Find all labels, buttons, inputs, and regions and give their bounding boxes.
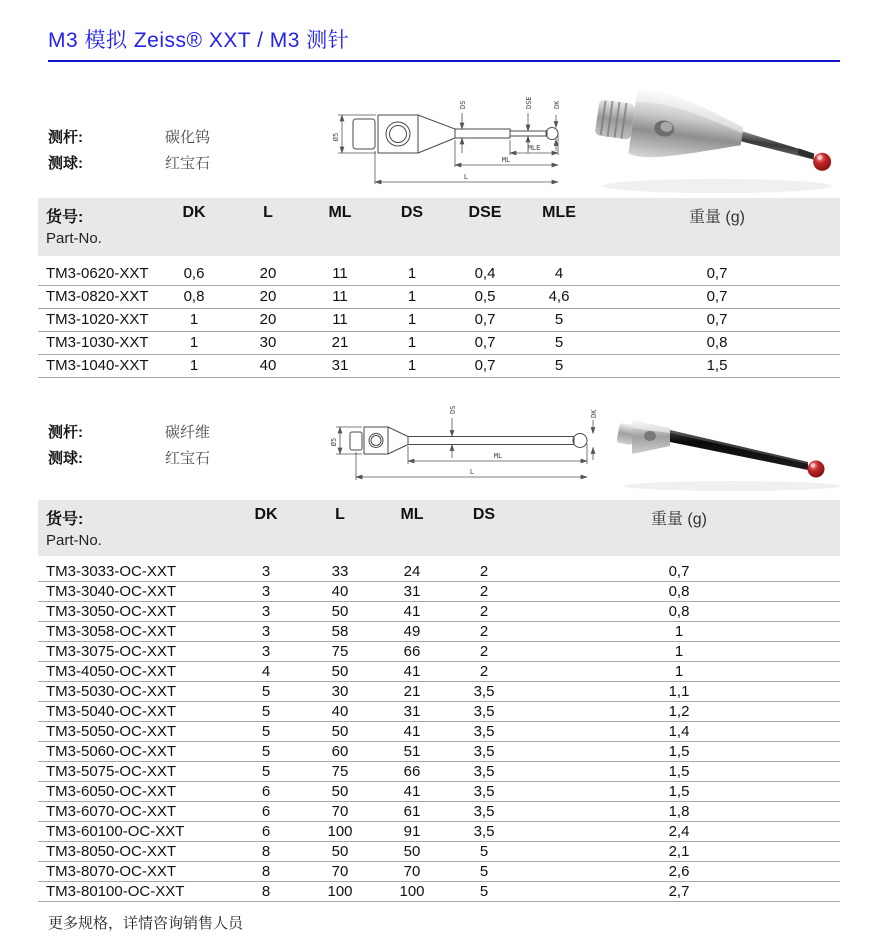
value-cell: 75 bbox=[331, 643, 349, 660]
stylus1-technical-drawing bbox=[300, 85, 562, 200]
value-cell: 0,8 bbox=[183, 288, 205, 305]
value-cell: 30 bbox=[331, 683, 349, 700]
part-number-cell: TM3-3033-OC-XXT bbox=[46, 563, 177, 580]
table-row bbox=[38, 682, 840, 702]
value-cell: 1,5 bbox=[706, 357, 728, 374]
stylus2-photo bbox=[612, 402, 860, 503]
dim-label-l: L bbox=[463, 173, 469, 181]
value-cell: 5 bbox=[479, 843, 489, 860]
value-cell: 8 bbox=[261, 863, 271, 880]
value-cell: 21 bbox=[403, 683, 421, 700]
value-cell: 49 bbox=[403, 623, 421, 640]
value-cell: 40 bbox=[331, 703, 349, 720]
value-cell: 2 bbox=[479, 643, 489, 660]
value-cell: 41 bbox=[403, 663, 421, 680]
table-row bbox=[38, 702, 840, 722]
value-cell: 1 bbox=[407, 334, 417, 351]
table2-body bbox=[38, 562, 840, 902]
value-cell: 1,5 bbox=[668, 783, 690, 800]
value-cell: 3,5 bbox=[473, 763, 495, 780]
title-underline bbox=[48, 60, 840, 62]
col-header-ml: ML bbox=[400, 506, 424, 523]
stylus2-technical-drawing bbox=[312, 398, 600, 503]
value-cell: 2 bbox=[479, 623, 489, 640]
value-cell: 51 bbox=[403, 743, 421, 760]
part-number-cell: TM3-80100-OC-XXT bbox=[46, 883, 185, 900]
value-cell: 31 bbox=[403, 703, 421, 720]
col-header-ds: DS bbox=[472, 506, 496, 523]
spec-ball-value: 红宝石 bbox=[165, 155, 211, 172]
spec-ball-label: 测球: bbox=[48, 155, 83, 172]
value-cell: 5 bbox=[479, 883, 489, 900]
ruby-ball bbox=[812, 152, 832, 172]
part-no-label: 货号: bbox=[46, 511, 84, 528]
part-number-cell: TM3-5040-OC-XXT bbox=[46, 703, 177, 720]
part-number-cell: TM3-3050-OC-XXT bbox=[46, 603, 177, 620]
value-cell: 5 bbox=[554, 357, 564, 374]
value-cell: 40 bbox=[259, 357, 277, 374]
value-cell: 1,8 bbox=[668, 803, 690, 820]
shadow bbox=[624, 481, 840, 491]
part-number-cell: TM3-5060-OC-XXT bbox=[46, 743, 177, 760]
value-cell: 58 bbox=[331, 623, 349, 640]
part-no-header bbox=[38, 506, 228, 549]
spec-shaft-value: 碳化钨 bbox=[165, 129, 211, 146]
value-cell: 100 bbox=[327, 823, 353, 840]
value-cell: 1 bbox=[674, 643, 684, 660]
part-number-cell: TM3-1030-XXT bbox=[46, 334, 149, 351]
value-cell: 70 bbox=[331, 803, 349, 820]
value-cell: 3,5 bbox=[473, 803, 495, 820]
section1-specs bbox=[48, 125, 210, 177]
value-cell: 33 bbox=[331, 563, 349, 580]
value-cell: 2 bbox=[479, 663, 489, 680]
part-number-cell: TM3-8070-OC-XXT bbox=[46, 863, 177, 880]
value-cell: 41 bbox=[403, 723, 421, 740]
col-header-dse: DSE bbox=[468, 204, 502, 221]
ruby-ball bbox=[808, 461, 825, 478]
part-number-cell: TM3-6070-OC-XXT bbox=[46, 803, 177, 820]
value-cell: 3 bbox=[261, 643, 271, 660]
ball-outline bbox=[546, 128, 558, 140]
value-cell: 3,5 bbox=[473, 783, 495, 800]
table-row bbox=[38, 822, 840, 842]
value-cell: 1 bbox=[407, 357, 417, 374]
value-cell: 1,5 bbox=[668, 763, 690, 780]
part-number-cell: TM3-6050-OC-XXT bbox=[46, 783, 177, 800]
value-cell: 6 bbox=[261, 783, 271, 800]
part-no-header bbox=[38, 204, 156, 247]
value-cell: 0,7 bbox=[706, 288, 728, 305]
value-cell: 0,7 bbox=[474, 311, 496, 328]
section2-specs bbox=[48, 420, 210, 472]
col-header-dk: DK bbox=[254, 506, 278, 523]
value-cell: 100 bbox=[399, 883, 425, 900]
value-cell: 8 bbox=[261, 883, 271, 900]
table-row bbox=[38, 582, 840, 602]
value-cell: 1 bbox=[674, 663, 684, 680]
footer-note: 更多规格，详情咨询销售人员 bbox=[48, 915, 244, 932]
spec-shaft bbox=[48, 125, 210, 151]
value-cell: 3,5 bbox=[473, 823, 495, 840]
table1-body bbox=[38, 263, 840, 378]
col-header-weight: 重量 (g) bbox=[688, 209, 745, 226]
col-header-dk: DK bbox=[182, 204, 206, 221]
value-cell: 8 bbox=[261, 843, 271, 860]
part-number-cell: TM3-1040-XXT bbox=[46, 357, 149, 374]
value-cell: 1 bbox=[674, 623, 684, 640]
value-cell: 50 bbox=[403, 843, 421, 860]
value-cell: 20 bbox=[259, 288, 277, 305]
value-cell: 1 bbox=[189, 311, 199, 328]
value-cell: 1 bbox=[407, 265, 417, 282]
value-cell: 66 bbox=[403, 643, 421, 660]
spec-shaft-label: 测杆: bbox=[48, 424, 83, 441]
value-cell: 0,7 bbox=[706, 311, 728, 328]
value-cell: 2 bbox=[479, 563, 489, 580]
value-cell: 6 bbox=[261, 823, 271, 840]
value-cell: 0,6 bbox=[183, 265, 205, 282]
value-cell: 41 bbox=[403, 783, 421, 800]
value-cell: 4,6 bbox=[548, 288, 570, 305]
table-row bbox=[38, 882, 840, 902]
value-cell: 50 bbox=[331, 603, 349, 620]
value-cell: 20 bbox=[259, 265, 277, 282]
value-cell: 0,7 bbox=[668, 563, 690, 580]
value-cell: 1,1 bbox=[668, 683, 690, 700]
value-cell: 1,4 bbox=[668, 723, 690, 740]
table-row bbox=[38, 309, 840, 332]
value-cell: 3 bbox=[261, 563, 271, 580]
value-cell: 5 bbox=[261, 683, 271, 700]
stylus1-photo bbox=[592, 78, 852, 205]
value-cell: 2 bbox=[479, 583, 489, 600]
value-cell: 4 bbox=[261, 663, 271, 680]
col-header-weight: 重量 (g) bbox=[650, 511, 707, 528]
value-cell: 5 bbox=[261, 723, 271, 740]
value-cell: 0,8 bbox=[668, 583, 690, 600]
part-number-cell: TM3-8050-OC-XXT bbox=[46, 843, 177, 860]
value-cell: 1 bbox=[407, 288, 417, 305]
value-cell: 1 bbox=[189, 334, 199, 351]
value-cell: 5 bbox=[261, 703, 271, 720]
value-cell: 1 bbox=[189, 357, 199, 374]
dim-label-ds: DS bbox=[459, 100, 467, 109]
ball-outline bbox=[573, 434, 587, 448]
spec-ball-label: 测球: bbox=[48, 450, 83, 467]
part-no-sublabel: Part-No. bbox=[46, 230, 102, 247]
table-row bbox=[38, 286, 840, 309]
page-title: M3 模拟 Zeiss® XXT / M3 测针 bbox=[48, 29, 350, 52]
part-number-cell: TM3-3058-OC-XXT bbox=[46, 623, 177, 640]
value-cell: 1 bbox=[407, 311, 417, 328]
value-cell: 2,4 bbox=[668, 823, 690, 840]
table-row bbox=[38, 842, 840, 862]
dim-label-ml: ML bbox=[493, 452, 503, 460]
table1-header bbox=[38, 198, 840, 256]
value-cell: 11 bbox=[332, 265, 348, 282]
value-cell: 6 bbox=[261, 803, 271, 820]
value-cell: 2,6 bbox=[668, 863, 690, 880]
value-cell: 91 bbox=[403, 823, 421, 840]
value-cell: 5 bbox=[554, 334, 564, 351]
value-cell: 0,8 bbox=[668, 603, 690, 620]
thread-outline bbox=[350, 432, 362, 450]
value-cell: 31 bbox=[331, 357, 349, 374]
spec-shaft bbox=[48, 420, 210, 446]
part-number-cell: TM3-3075-OC-XXT bbox=[46, 643, 177, 660]
table-row bbox=[38, 782, 840, 802]
table-row bbox=[38, 263, 840, 286]
value-cell: 11 bbox=[332, 311, 348, 328]
value-cell: 4 bbox=[554, 265, 564, 282]
value-cell: 0,5 bbox=[474, 288, 496, 305]
dim-label-d5: Ø5 bbox=[330, 437, 338, 447]
value-cell: 31 bbox=[403, 583, 421, 600]
value-cell: 3 bbox=[261, 623, 271, 640]
part-number-cell: TM3-0820-XXT bbox=[46, 288, 149, 305]
value-cell: 3 bbox=[261, 583, 271, 600]
dim-label-dk: DK bbox=[553, 100, 561, 109]
value-cell: 3,5 bbox=[473, 683, 495, 700]
holder-hole bbox=[644, 431, 656, 441]
dim-label-d5: Ø5 bbox=[332, 132, 340, 142]
value-cell: 0,8 bbox=[706, 334, 728, 351]
value-cell: 3,5 bbox=[473, 703, 495, 720]
spec-ball-value: 红宝石 bbox=[165, 450, 211, 467]
spec-shaft-value: 碳纤维 bbox=[165, 424, 211, 441]
part-number-cell: TM3-60100-OC-XXT bbox=[46, 823, 185, 840]
value-cell: 61 bbox=[403, 803, 421, 820]
value-cell: 21 bbox=[331, 334, 349, 351]
shadow bbox=[602, 179, 832, 193]
value-cell: 75 bbox=[331, 763, 349, 780]
value-cell: 60 bbox=[331, 743, 349, 760]
body-outline bbox=[378, 115, 418, 153]
dim-label-ds: DS bbox=[449, 405, 457, 414]
col-header-ml: ML bbox=[328, 204, 352, 221]
value-cell: 3,5 bbox=[473, 723, 495, 740]
dim-label-dk: DK bbox=[590, 409, 598, 418]
value-cell: 50 bbox=[331, 663, 349, 680]
value-cell: 0,7 bbox=[474, 334, 496, 351]
table-row bbox=[38, 862, 840, 882]
value-cell: 2 bbox=[479, 603, 489, 620]
col-header-l: L bbox=[335, 506, 345, 523]
spec-shaft-label: 测杆: bbox=[48, 129, 83, 146]
value-cell: 30 bbox=[259, 334, 277, 351]
value-cell: 11 bbox=[332, 288, 348, 305]
value-cell: 50 bbox=[331, 843, 349, 860]
col-header-l: L bbox=[263, 204, 273, 221]
value-cell: 40 bbox=[331, 583, 349, 600]
part-number-cell: TM3-5050-OC-XXT bbox=[46, 723, 177, 740]
col-header-mle: MLE bbox=[542, 204, 576, 221]
table2-header bbox=[38, 500, 840, 556]
value-cell: 2,7 bbox=[668, 883, 690, 900]
value-cell: 70 bbox=[403, 863, 421, 880]
dim-label-mle: MLE bbox=[527, 144, 541, 152]
value-cell: 3 bbox=[261, 603, 271, 620]
value-cell: 2,1 bbox=[668, 843, 690, 860]
value-cell: 5 bbox=[261, 743, 271, 760]
value-cell: 5 bbox=[554, 311, 564, 328]
table-row bbox=[38, 562, 840, 582]
col-header-ds: DS bbox=[400, 204, 424, 221]
table-row bbox=[38, 742, 840, 762]
value-cell: 1,5 bbox=[668, 743, 690, 760]
value-cell: 41 bbox=[403, 603, 421, 620]
spec-ball bbox=[48, 446, 210, 472]
value-cell: 5 bbox=[261, 763, 271, 780]
value-cell: 5 bbox=[479, 863, 489, 880]
body-outline bbox=[364, 427, 388, 454]
part-number-cell: TM3-1020-XXT bbox=[46, 311, 149, 328]
table-row bbox=[38, 762, 840, 782]
table-row bbox=[38, 622, 840, 642]
thread-outline bbox=[353, 119, 375, 149]
dim-label-dse: DSE bbox=[525, 96, 533, 109]
value-cell: 100 bbox=[327, 883, 353, 900]
part-number-cell: TM3-5075-OC-XXT bbox=[46, 763, 177, 780]
table-row bbox=[38, 722, 840, 742]
value-cell: 1,2 bbox=[668, 703, 690, 720]
part-no-sublabel: Part-No. bbox=[46, 532, 102, 549]
part-number-cell: TM3-0620-XXT bbox=[46, 265, 149, 282]
table-row bbox=[38, 802, 840, 822]
table-row bbox=[38, 355, 840, 378]
table-row bbox=[38, 332, 840, 355]
table-row bbox=[38, 602, 840, 622]
value-cell: 50 bbox=[331, 723, 349, 740]
value-cell: 70 bbox=[331, 863, 349, 880]
value-cell: 66 bbox=[403, 763, 421, 780]
value-cell: 0,4 bbox=[474, 265, 496, 282]
value-cell: 20 bbox=[259, 311, 277, 328]
value-cell: 0,7 bbox=[474, 357, 496, 374]
value-cell: 24 bbox=[403, 563, 421, 580]
table-row bbox=[38, 642, 840, 662]
table-row bbox=[38, 662, 840, 682]
dim-label-ml: ML bbox=[501, 156, 511, 164]
value-cell: 0,7 bbox=[706, 265, 728, 282]
part-no-label: 货号: bbox=[46, 209, 84, 226]
value-cell: 3,5 bbox=[473, 743, 495, 760]
spec-ball bbox=[48, 151, 210, 177]
part-number-cell: TM3-5030-OC-XXT bbox=[46, 683, 177, 700]
dim-label-l: L bbox=[469, 468, 475, 476]
part-number-cell: TM3-3040-OC-XXT bbox=[46, 583, 177, 600]
part-number-cell: TM3-4050-OC-XXT bbox=[46, 663, 177, 680]
value-cell: 50 bbox=[331, 783, 349, 800]
